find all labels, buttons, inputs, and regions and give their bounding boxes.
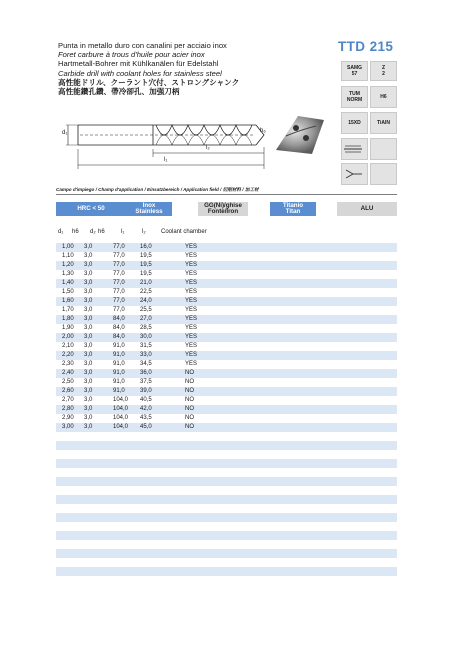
table-cell: 1,00 [62,244,74,250]
table-cell: 3,0 [84,325,93,331]
table-cell: NO [185,415,194,421]
table-cell: NO [185,406,194,412]
table-cell: 2,20 [62,352,74,358]
table-row-empty [56,477,397,486]
table-cell: 3,0 [84,262,93,268]
label-l1: l₁ [164,157,168,163]
product-code: TTD 215 [338,39,394,54]
table-row-empty [56,468,397,477]
title-chinese: 高性能鑽孔鑽、帶冷卻孔、加强刀柄 [58,87,180,97]
table-row [56,315,397,324]
table-cell: 40,5 [140,397,152,403]
table-cell: 3,0 [84,289,93,295]
spec-label: TiAlN [377,120,390,126]
table-cell: 91,0 [113,343,125,349]
material-label: HRC < 50 [77,204,105,212]
table-cell: 42,0 [140,406,152,412]
table-cell: 3,0 [84,343,93,349]
table-cell: 84,0 [113,325,125,331]
table-cell: 84,0 [113,316,125,322]
table-cell: 104,0 [113,406,129,412]
material-label-2: Fonte/Iron [207,208,239,215]
table-cell: 77,0 [113,262,125,268]
table-row-empty [56,432,397,441]
table-cell: 3,0 [84,361,93,367]
table-cell: NO [185,379,194,385]
label-h6: h₆ [260,128,266,134]
table-cell: 22,5 [140,289,152,295]
title-english: Carbide drill with coolant holes for stainless steel [58,68,222,78]
table-cell: 3,0 [84,253,93,259]
table-cell: 104,0 [113,415,129,421]
table-cell: 77,0 [113,271,125,277]
table-cell: YES [185,253,198,259]
table-cell: 3,0 [84,406,93,412]
table-row-empty [56,531,397,540]
table-cell: YES [185,244,198,250]
table-cell: 27,0 [140,316,152,322]
table-cell: 91,0 [113,352,125,358]
table-cell: 43,5 [140,415,152,421]
table-cell: 1,50 [62,289,74,295]
table-cell: 2,00 [62,334,74,340]
spec-norm [341,86,368,108]
table-row [56,252,397,261]
table-cell: 77,0 [113,253,125,259]
table-row [56,288,397,297]
table-cell: 45,0 [140,424,152,430]
table-cell: 28,5 [140,325,152,331]
table-cell: 77,0 [113,244,125,250]
table-row [56,279,397,288]
table-cell: 19,5 [140,262,152,268]
table-cell: 1,10 [62,253,74,259]
table-cell: 34,5 [140,361,152,367]
spec-value: 2 [382,71,385,77]
table-cell: 1,30 [62,271,74,277]
table-cell: NO [185,424,194,430]
header-d1: d₁ [58,229,64,235]
material-titanium [270,202,316,216]
point-angle-icon [342,167,364,181]
table-cell: 2,30 [62,361,74,367]
table-cell: 3,0 [84,334,93,340]
table-row [56,405,397,414]
header-l1: l₁ [121,229,125,235]
header-d2: d₂ [90,229,96,235]
table-row-empty [56,513,397,522]
table-cell: 33,0 [140,352,152,358]
table-row [56,378,397,387]
table-cell: YES [185,352,198,358]
table-cell: 19,5 [140,253,152,259]
material-hrc [56,202,126,216]
table-cell: 3,0 [84,298,93,304]
table-row [56,297,397,306]
table-cell: 1,80 [62,316,74,322]
table-row [56,342,397,351]
table-cell: YES [185,289,198,295]
table-row-empty [56,495,397,504]
table-cell: 3,00 [62,424,74,430]
table-cell: 1,90 [62,325,74,331]
table-cell: 30,0 [140,334,152,340]
title-japanese: 高性能ドリル、クーラント穴付、ストロングシャンク [58,77,240,87]
table-cell: NO [185,388,194,394]
header-coolant: Coolant chamber [161,229,207,235]
spec-label: 15XD [348,120,361,126]
spec-point-icon-box [341,138,368,160]
table-cell: 1,20 [62,262,74,268]
product-titles [58,41,239,96]
material-label-2: Stainless [135,208,163,215]
material-label: GG(Ni)/ghise [204,201,242,209]
header-h6b: h6 [98,229,105,235]
table-row-empty [56,558,397,567]
table-row-empty [56,441,397,450]
table-row [56,369,397,378]
table-cell: 3,0 [84,352,93,358]
material-label: Titanio [282,201,304,209]
table-cell: 2,40 [62,370,74,376]
table-cell: 24,0 [140,298,152,304]
table-row [56,396,397,405]
material-alu [337,202,397,216]
spec-label: Z [381,65,386,71]
spec-value: NORM [346,97,363,103]
table-cell: 25,5 [140,307,152,313]
table-cell: NO [185,397,194,403]
table-cell: 77,0 [113,307,125,313]
table-row [56,351,397,360]
table-row [56,333,397,342]
table-cell: 77,0 [113,289,125,295]
spec-value: 57 [351,71,358,77]
table-cell: 104,0 [113,424,129,430]
drill-tip-photo [272,106,330,158]
table-row [56,243,397,252]
table-cell: YES [185,271,198,277]
table-row [56,324,397,333]
table-cell: 21,0 [140,280,152,286]
spec-label: SAMG [347,65,362,71]
table-row [56,414,397,423]
table-row-empty [56,504,397,513]
label-d1: d₁ [62,130,68,136]
table-row [56,387,397,396]
table-row-empty [56,540,397,549]
header-l2: l₂ [142,229,146,235]
table-cell: YES [185,361,198,367]
material-label: Inox [142,201,156,209]
title-french: Foret carbure à trous d'huile pour acier inox [58,50,205,60]
table-cell: 3,0 [84,388,93,394]
table-cell: YES [185,298,198,304]
table-row [56,360,397,369]
table-cell: 84,0 [113,334,125,340]
table-cell: 3,0 [84,307,93,313]
spec-samg [341,61,368,81]
table-cell: 31,5 [140,343,152,349]
table-row [56,261,397,270]
spec-length-ratio [341,112,368,134]
table-cell: YES [185,334,198,340]
table-row-empty [56,549,397,558]
table-cell: 104,0 [113,397,129,403]
table-cell: 91,0 [113,361,125,367]
table-cell: 37,5 [140,379,152,385]
dimensions-table [56,243,397,585]
table-cell: 91,0 [113,379,125,385]
table-cell: NO [185,370,194,376]
table-cell: 2,60 [62,388,74,394]
title-german: Hartmetall-Bohrer mit Kühlkanälen für Edelstahl [58,59,219,69]
table-cell: 2,80 [62,406,74,412]
table-cell: 3,0 [84,415,93,421]
table-cell: 91,0 [113,370,125,376]
table-cell: 91,0 [113,388,125,394]
table-cell: 16,0 [140,244,152,250]
spec-angle-icon-box [341,163,368,185]
drill-technical-drawing [58,105,270,177]
table-cell: 1,70 [62,307,74,313]
spec-tolerance [370,86,397,108]
table-row-empty [56,450,397,459]
application-field-caption: Campo d'impiego / Champ d'application / Einsatzbereich / Application field / 切削材料 / 加工材 [56,187,259,192]
table-row [56,306,397,315]
table-cell: 2,10 [62,343,74,349]
spec-blank-2 [370,163,397,185]
table-cell: 77,0 [113,298,125,304]
table-row-empty [56,486,397,495]
table-cell: YES [185,316,198,322]
table-row-empty [56,459,397,468]
table-cell: 1,60 [62,298,74,304]
spec-label: H6 [380,94,387,100]
table-cell: 2,90 [62,415,74,421]
spec-flutes [370,61,397,81]
table-cell: 19,5 [140,271,152,277]
table-cell: 2,70 [62,397,74,403]
table-cell: YES [185,262,198,268]
table-cell: 3,0 [84,370,93,376]
material-cast-iron [198,202,248,216]
spec-blank-1 [370,138,397,160]
table-row [56,423,397,432]
table-cell: YES [185,307,198,313]
table-cell: 3,0 [84,316,93,322]
divider [56,194,397,195]
header-h6a: h6 [72,229,79,235]
spec-label: TUM [349,91,360,97]
table-cell: YES [185,280,198,286]
table-row-empty [56,576,397,585]
table-cell: 36,0 [140,370,152,376]
table-cell: 39,0 [140,388,152,394]
table-cell: 3,0 [84,397,93,403]
table-row-empty [56,522,397,531]
title-italian: Punta in metallo duro con canalini per acciaio inox [58,41,227,50]
table-cell: 77,0 [113,280,125,286]
material-label: ALU [360,204,374,212]
label-l2: l₂ [206,145,210,151]
table-cell: YES [185,343,198,349]
table-cell: 3,0 [84,424,93,430]
table-cell: YES [185,325,198,331]
table-cell: 3,0 [84,280,93,286]
table-cell: 1,40 [62,280,74,286]
drill-point-icon [342,143,364,155]
table-row [56,270,397,279]
table-cell: 3,0 [84,271,93,277]
table-cell: 3,0 [84,244,93,250]
table-row-empty [56,567,397,576]
spec-coating [370,112,397,134]
table-cell: 2,50 [62,379,74,385]
material-label-2: Titan [285,208,301,215]
table-cell: 3,0 [84,379,93,385]
material-inox [126,202,172,216]
